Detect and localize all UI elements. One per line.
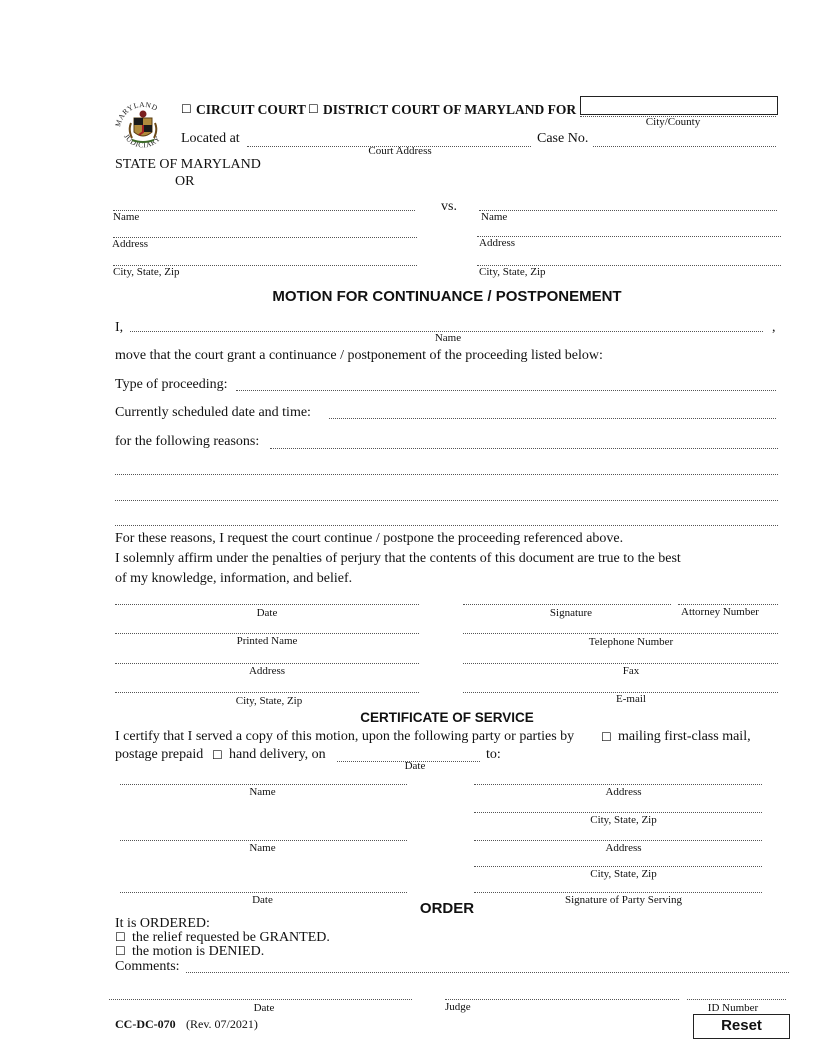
defendant-address-label: Address — [479, 237, 516, 249]
located-at-label: Located at — [181, 131, 240, 146]
id-number-field[interactable] — [687, 999, 786, 1000]
i-label: I, — [115, 320, 124, 335]
id-number-label: ID Number — [707, 1002, 759, 1014]
reasons-field-1[interactable] — [270, 448, 778, 449]
reasons-field-3[interactable] — [115, 500, 778, 501]
served-city-1-label: City, State, Zip — [590, 814, 657, 826]
served-city-2-field[interactable] — [474, 866, 762, 867]
signature-field[interactable] — [463, 604, 671, 605]
plaintiff-name-field[interactable] — [113, 210, 415, 211]
attorney-number-label: Attorney Number — [681, 606, 759, 618]
mailing-label: mailing first-class mail, — [618, 729, 751, 744]
email-label: E-mail — [616, 693, 646, 705]
circuit-court-label: CIRCUIT COURT — [196, 102, 306, 117]
hand-delivery-checkbox[interactable]: ☐ — [212, 748, 223, 762]
reasons-label: for the following reasons: — [115, 434, 260, 449]
court-address-label: Court Address — [368, 145, 432, 157]
mailing-checkbox[interactable]: ☐ — [601, 730, 612, 744]
state-of-maryland: STATE OF MARYLAND — [115, 157, 261, 172]
defendant-name-label: Name — [481, 211, 508, 223]
postage-prepaid-label: postage prepaid — [115, 747, 204, 762]
certificate-date-field[interactable] — [120, 892, 407, 893]
request-text: For these reasons, I request the court continue / postpone the proceeding referenced above. — [115, 531, 624, 546]
comments-field[interactable] — [186, 972, 789, 973]
type-of-proceeding-label: Type of proceeding: — [115, 377, 228, 392]
to-label: to: — [486, 747, 501, 762]
scheduled-date-field[interactable] — [329, 418, 776, 419]
served-address-1-field[interactable] — [474, 784, 762, 785]
served-name-2-field[interactable] — [120, 840, 407, 841]
form-revision: (Rev. 07/2021) — [186, 1017, 258, 1031]
seal-bottom-text: JUDICIARY — [122, 132, 163, 150]
sig-address-field[interactable] — [115, 663, 419, 664]
served-name-1-label: Name — [249, 786, 276, 798]
ordered-label: It is ORDERED: — [115, 916, 210, 931]
sig-city-label: City, State, Zip — [235, 695, 303, 707]
defendant-address-field[interactable] — [477, 236, 781, 237]
served-name-2-label: Name — [249, 842, 276, 854]
case-no-label: Case No. — [537, 131, 589, 146]
service-date-label: Date — [404, 760, 426, 772]
motion-title: MOTION FOR CONTINUANCE / POSTPONEMENT — [272, 288, 622, 305]
served-address-2-field[interactable] — [474, 840, 762, 841]
reset-button[interactable]: Reset — [693, 1014, 790, 1039]
reasons-field-4[interactable] — [115, 525, 778, 526]
order-title: ORDER — [419, 900, 475, 917]
hand-delivery-label: hand delivery, on — [229, 747, 326, 762]
type-of-proceeding-field[interactable] — [236, 390, 776, 391]
certificate-title: CERTIFICATE OF SERVICE — [360, 710, 534, 725]
scheduled-date-label: Currently scheduled date and time: — [115, 405, 311, 420]
seal-emblem-icon — [112, 96, 174, 158]
affirm-line-1: I solemnly affirm under the penalties of perjury that the contents of this document are true to the best — [115, 551, 681, 566]
served-address-1-label: Address — [605, 786, 642, 798]
city-county-label: City/County — [645, 116, 701, 128]
reasons-field-2[interactable] — [115, 474, 778, 475]
motion-date-label: Date — [256, 607, 278, 619]
printed-name-field[interactable] — [115, 633, 419, 634]
district-court-checkbox[interactable]: ☐ — [308, 102, 319, 116]
comma: , — [772, 320, 776, 335]
order-date-field[interactable] — [109, 999, 412, 1000]
plaintiff-address-label: Address — [112, 238, 149, 250]
certify-text: I certify that I served a copy of this motion, upon the following party or parties by — [115, 729, 575, 744]
plaintiff-city-label: City, State, Zip — [113, 266, 180, 278]
telephone-field[interactable] — [463, 633, 778, 634]
vs-label: vs. — [441, 199, 457, 214]
telephone-label: Telephone Number — [588, 636, 674, 648]
sig-address-label: Address — [248, 665, 286, 677]
party-serving-signature-field[interactable] — [474, 892, 762, 893]
affirm-line-2: of my knowledge, information, and belief. — [115, 571, 353, 586]
signature-label: Signature — [549, 607, 593, 619]
served-name-1-field[interactable] — [120, 784, 407, 785]
attorney-number-field[interactable] — [678, 604, 778, 605]
printed-name-label: Printed Name — [236, 635, 298, 647]
movant-name-label: Name — [434, 332, 462, 344]
denied-checkbox[interactable]: ☐ — [115, 944, 126, 958]
served-city-1-field[interactable] — [474, 812, 762, 813]
seal-top-text: MARYLAND — [113, 99, 160, 128]
city-county-field[interactable] — [580, 96, 778, 115]
move-text: move that the court grant a continuance / postponement of the proceeding listed below: — [115, 348, 603, 363]
circuit-court-checkbox[interactable]: ☐ — [181, 102, 192, 116]
maryland-judiciary-seal — [112, 96, 174, 158]
case-no-field[interactable] — [593, 146, 776, 147]
order-date-label: Date — [253, 1002, 275, 1014]
motion-date-field[interactable] — [115, 604, 419, 605]
granted-checkbox[interactable]: ☐ — [115, 930, 126, 944]
served-city-2-label: City, State, Zip — [590, 868, 657, 880]
sig-city-field[interactable] — [115, 692, 419, 693]
judge-signature-field[interactable] — [445, 999, 679, 1000]
district-court-label: DISTRICT COURT OF MARYLAND FOR — [323, 102, 577, 117]
fax-label: Fax — [622, 665, 640, 677]
defendant-city-label: City, State, Zip — [479, 266, 546, 278]
certificate-date-label: Date — [252, 894, 273, 906]
or-label: OR — [175, 174, 195, 189]
defendant-name-field[interactable] — [479, 210, 777, 211]
plaintiff-address-field[interactable] — [113, 237, 417, 238]
judge-label: Judge — [445, 1001, 471, 1013]
fax-field[interactable] — [463, 663, 778, 664]
form-number: CC-DC-070 — [115, 1017, 176, 1031]
plaintiff-name-label: Name — [113, 211, 140, 223]
party-serving-signature-label: Signature of Party Serving — [564, 894, 682, 906]
served-address-2-label: Address — [605, 842, 642, 854]
granted-label: the relief requested be GRANTED. — [132, 930, 330, 945]
comments-label: Comments: — [115, 959, 180, 974]
denied-label: the motion is DENIED. — [132, 944, 265, 959]
